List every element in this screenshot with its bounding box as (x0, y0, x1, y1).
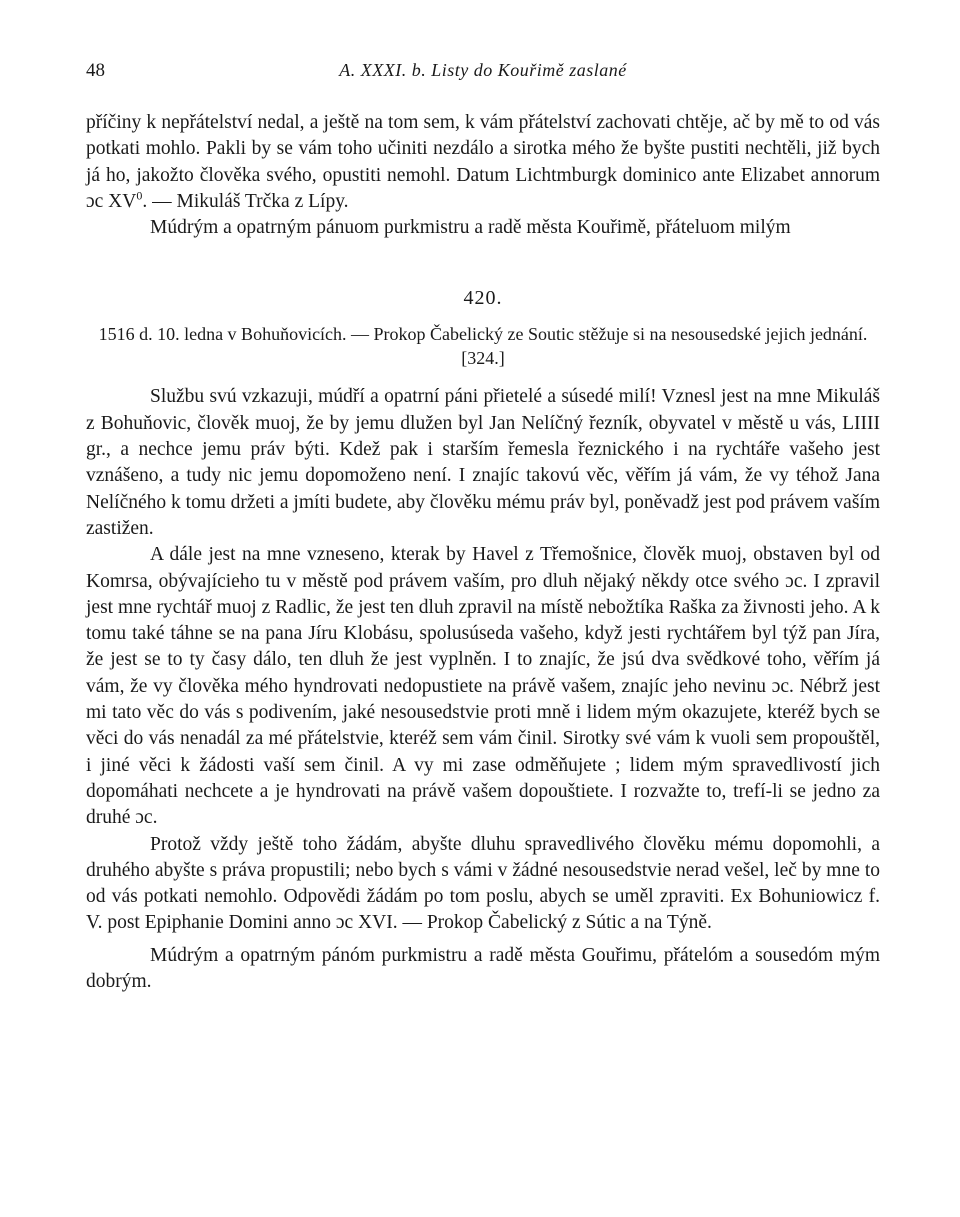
previous-letter-body: příčiny k nepřátelství nedal, a ještě na tom sem, k vám přátelství zachovati chtěje, ač by mě to od vás potkati mohlo. Pakli by se vám toho učiniti nezdálo a sirotka mého že byšte pustiti nechtěli, již bych já ho, jakožto člověka svého, opustiti nemohl. Datum Lichtmburgk dominico ante Elizabet annorum ɔc XV (86, 112, 880, 212)
letter-paragraph: Službu svú vzkazuji, múdří a opatrní páni přietelé a súsedé milí! Vznesl jest na mne Mikuláš z Bohuňovic, člověk muoj, že by jemu dlužen byl Jan Nelíčný řezník, obyvatel v městě u vás, LIIII gr., a nechce jemu práv býti. Kdež pak i starším řemesla řeznického i na rychtáře vašeho jest vznášeno, a tudy nic jemu dopomoženo není. I znajíc takovú věc, věřím já vám, že vy téhož Jana Nelíčného k tomu držeti a jmíti budete, aby člověku mému práv byl, poněvadž jest pod právem vaším zastižen. (86, 386, 880, 539)
page-number: 48 (86, 60, 105, 81)
previous-letter-superscript: 0 (136, 188, 143, 203)
document-page (86, 60, 880, 995)
document-number: 420. (463, 287, 503, 310)
previous-letter-text (86, 110, 880, 215)
letter-paragraph: Protož vždy ještě toho žádám, abyšte dluhu spravedlivého člověku mému dopomohli, a druhého abyšte s práva propustili; nebo bych s vámi v žádné nesousedstvie nerad vešel, leč by mne to od vás potkati nemohlo. Odpovědi žádám po tom poslu, abych se uměl zpraviti. Ex Bohuniowicz f. V. post Epiphanie Domini anno ɔc XVI. — Prokop Čabelický z Sútic a na Týně. (86, 833, 880, 934)
running-head (86, 60, 880, 88)
letter-paragraph: A dále jest na mne vzneseno, kterak by Havel z Třemošnice, člověk muoj, obstaven byl od Komrsa, obývajícieho tu v městě pod právem vaším, pro dluh nějaký někdy otce svého ɔc. I zpravil jest mne rychtář muoj z Radlic, že jest ten dluh zpravil na místě nebožtíka Raška za živnosti jeho. A k tomu také táhne se na pana Jíru Klobásu, spolusúseda vašeho, když jesti rychtářem byl týž pan Jíra, že jest se to ty časy dálo, ten dluh že jest vyplněn. I to znajíc, že jsú dva svědkové toho, věřím já vám, že vy člověka mého hyndrovati nedopustiete na právě vašem, znajíc jeho nevinu ɔc. Nébrž jest mi tato věc do vás s podivením, jaké nesousedstvie proti mně i lidem mým okazujete, kteréž bych se věci do vás nenadál za mé přátelstvie, kteréž sem vám činil. Sirotky své vám k vuoli sem propouštěl, i jiné věci k žádosti vaší sem činil. A vy mi zase odměňujete ; lidem mým spravedlivostí jich dopomáhati nechcete a je hyndrovati na právě vašem dopouštiete. I rozvažte to, trefí-li se jedno za druhé ɔc. (86, 544, 880, 829)
running-title: A. XXXI. b. Listy do Kouřimě zaslané (339, 60, 627, 80)
letter-address: Múdrým a opatrným pánóm purkmistru a radě města Gouřimu, přátelóm a sousedóm mým dobrým. (86, 944, 880, 993)
previous-letter-signature: . — Mikuláš Trčka z Lípy. (142, 190, 349, 212)
document-regest: 1516 d. 10. ledna v Bohuňovicích. — Prokop Čabelický ze Soutic stěžuje si na nesousedské jejich jednání. [324.] (98, 324, 868, 369)
previous-letter-address: Múdrým a opatrným pánuom purkmistru a radě města Kouřimě, přáteluom milým (150, 217, 791, 239)
